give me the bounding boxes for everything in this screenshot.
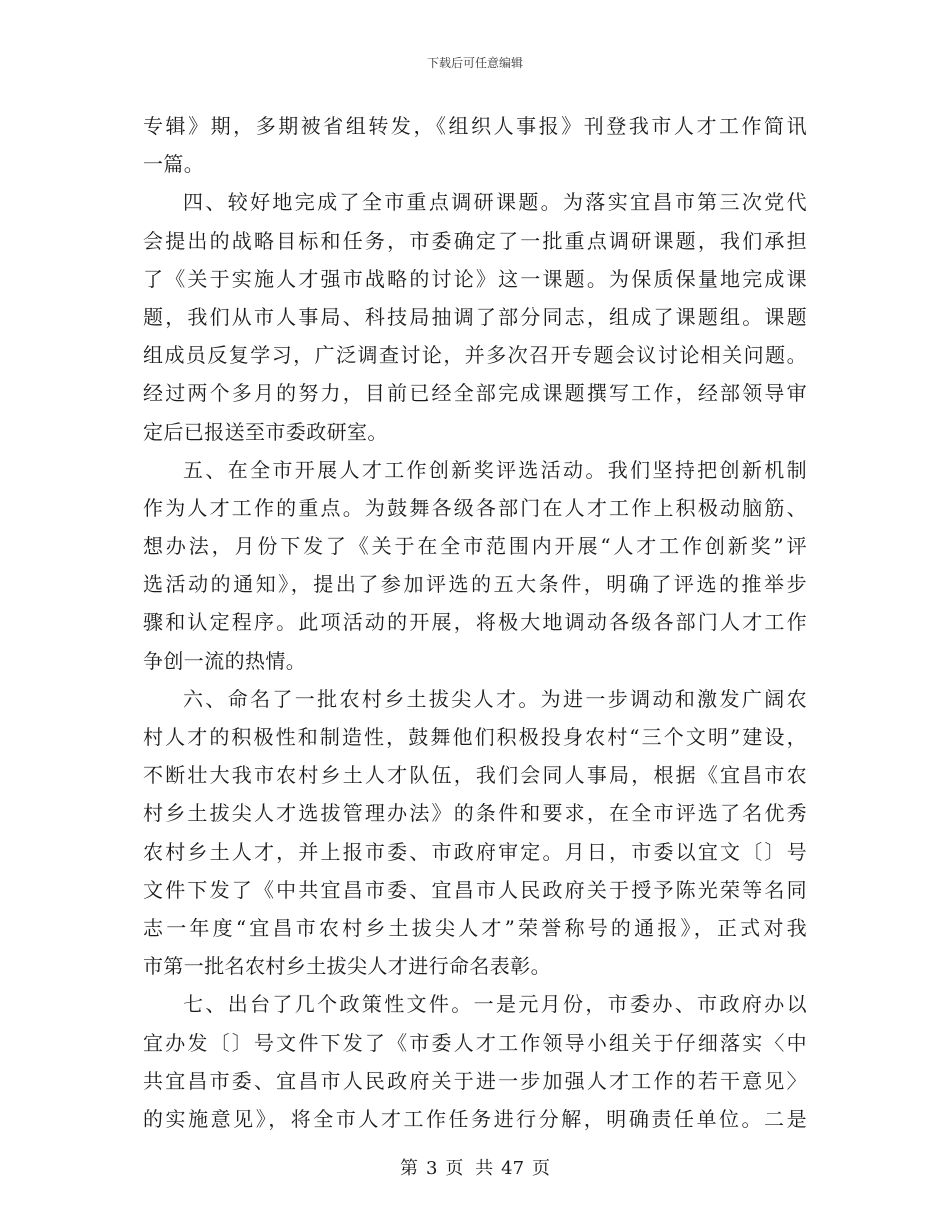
text-line: 会提出的战略目标和任务，市委确定了一批重点调研课题，我们承担 [143,228,807,253]
footer-prefix: 第 [399,1158,418,1179]
text-line: 专辑》期，多期被省组转发，《组织人事报》刊登我市人才工作简讯 [143,114,807,138]
text-line: 六、命名了一批农村乡土拔尖人才。为进一步调动和激发广阔农 [183,686,807,711]
text-line: 的实施意见》，将全市人才工作任务进行分解，明确责任单位。二是 [143,1106,807,1131]
text-line: 文件下发了《中共宜昌市委、宜昌市人民政府关于授予陈光荣等名同 [143,877,807,902]
text-line: 骤和认定程序。此项活动的开展，将极大地调动各级各部门人才工作 [143,610,807,635]
text-line: 一篇。 [143,152,205,177]
text-line: 想办法，月份下发了《关于在全市范围内开展“人才工作创新奖”评 [143,534,807,559]
text-line: 题，我们从市人事局、科技局抽调了部分同志，组成了课题组。课题 [143,304,807,329]
text-line: 选活动的通知》，提出了参加评选的五大条件，明确了评选的推举步 [143,572,807,597]
text-line: 农村乡土人才，并上报市委、市政府审定。月日，市委以宜文〔〕号 [143,839,807,864]
text-line: 七、出台了几个政策性文件。一是元月份，市委办、市政府办以 [183,992,807,1017]
text-line: 志一年度“宜昌市农村乡土拔尖人才”荣誉称号的通报》，正式对我 [143,915,807,940]
text-line: 村人才的积极性和制造性，鼓舞他们积极投身农村“三个文明”建设， [143,725,807,749]
footer-middle: 页 共 [445,1158,494,1179]
text-line: 了《关于实施人才强市战略的讨论》这一课题。为保质保量地完成课 [143,266,807,291]
page-header-note: 下载后可任意编辑 [426,56,523,70]
text-line: 不断壮大我市农村乡土人才队伍，我们会同人事局，根据《宜昌市农 [143,763,807,788]
text-line: 经过两个多月的努力，目前已经全部完成课题撰写工作，经部领导审 [143,381,807,406]
text-line: 作为人才工作的重点。为鼓舞各级各部门在人才工作上积极动脑筋、 [143,495,807,520]
text-line: 市第一批名农村乡土拔尖人才进行命名表彰。 [143,954,551,979]
text-line: 定后已报送至市委政研室。 [143,419,388,444]
footer-total-pages: 47 [501,1158,525,1179]
text-line: 四、较好地完成了全市重点调研课题。为落实宜昌市第三次党代 [183,190,807,215]
page-footer [0,1154,950,1180]
text-line: 五、在全市开展人才工作创新奖评选活动。我们坚持把创新机制 [183,457,807,482]
text-line: 共宜昌市委、宜昌市人民政府关于进一步加强人才工作的若干意见〉 [143,1068,807,1093]
document-body [143,107,807,1138]
text-line: 组成员反复学习，广泛调查讨论，并多次召开专题会议讨论相关问题。 [143,343,807,368]
footer-page-number: 3 [425,1158,438,1179]
footer-suffix: 页 [532,1158,551,1179]
text-line: 村乡土拔尖人才选拔管理办法》的条件和要求，在全市评选了名优秀 [143,801,807,826]
text-line: 争创一流的热情。 [143,648,307,673]
text-line: 宜办发〔〕号文件下发了《市委人才工作领导小组关于仔细落实〈中 [143,1030,807,1055]
